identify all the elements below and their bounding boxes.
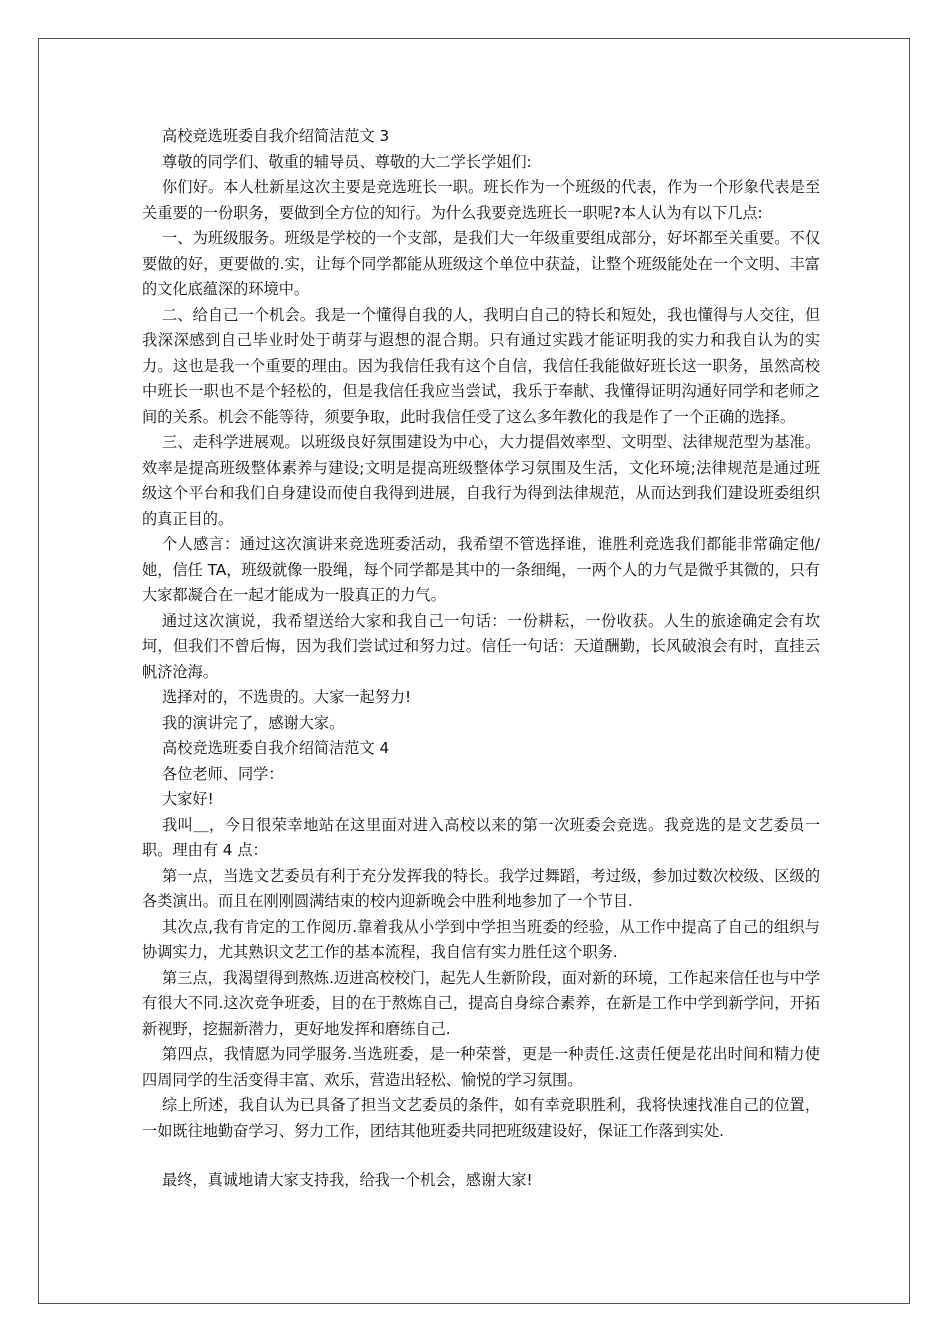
paragraph: 我叫＿，今日很荣幸地站在这里面对进入高校以来的第一次班委会竞选。我竞选的是文艺委员一职。理由有 4 点： xyxy=(142,815,820,859)
paragraph: 选择对的，不选贵的。大家一起努力! xyxy=(162,688,412,706)
section-title-4: 高校竞选班委自我介绍简洁范文 4 xyxy=(162,739,390,757)
section-title-3: 高校竞选班委自我介绍简洁范文 3 xyxy=(162,127,390,145)
paragraph: 三、走科学进展观。以班级良好氛围建设为中心，大力提倡效率型、文明型、法律规范型为基准。效率是提高班级整体素养与建设;文明是提高班级整体学习氛围及生活，文化环境;法律规范是通过班级这个平台和我们自身建设而使自我得到进展，自我行为得到法律规范，从而达到我们建设班委组织的真正目的。 xyxy=(142,433,820,528)
spacer xyxy=(142,1144,820,1168)
paragraph: 个人感言：通过这次演讲来竞选班委活动，我希望不管选择谁，谁胜利竞选我们都能非常确定他/她，信任 TA，班级就像一股绳，每个同学都是其中的一条细绳，一两个人的力气是微乎其微的，只有大家都凝合在一起才能成为一股真正的力气。 xyxy=(142,535,820,604)
salutation: 各位老师、同学： xyxy=(162,764,284,783)
paragraph: 第三点，我渴望得到熬炼.迈进高校校门，起先人生新阶段，面对新的环境，工作起来信任也与中学有很大不同.这次竞争班委，目的在于熬炼自己，提高自身综合素养，在新是工作中学到新学问，开拓新视野，挖掘新潜力，更好地发挥和磨练自己. xyxy=(142,968,820,1038)
paragraph: 你们好。本人杜新星这次主要是竞选班长一职。班长作为一个班级的代表，作为一个形象代表是至关重要的一份职务，要做到全方位的知行。为什么我要竞选班长一职呢?本人认为有以下几点: xyxy=(142,178,820,222)
closing-paragraph: 最终，真诚地请大家支持我，给我一个机会，感谢大家! xyxy=(162,1171,533,1189)
greeting: 大家好! xyxy=(162,790,214,808)
paragraph: 二、给自己一个机会。我是一个懂得自我的人，我明白自己的特长和短处，我也懂得与人交往，但我深深感到自己毕业时处于萌芽与遐想的混合期。只有通过实践才能证明我的实力和我自认为的实力。这也是我一个重要的理由。因为我信任我有这个自信，我信任我能做好班长这一职务，虽然高校中班长一职也不是个轻松的，但是我信任我应当尝试，我乐于奉献、我懂得证明沟通好同学和老师之间的关系。机会不能等待，须要争取，此时我信任受了这么多年教化的我是作了一个正确的选择。 xyxy=(142,305,820,426)
salutation: 尊敬的同学们、敬重的辅导员、尊敬的大二学长学姐们: xyxy=(162,152,532,171)
paragraph: 综上所述，我自认为已具备了担当文艺委员的条件，如有幸竞职胜利，我将快速找准自己的位置，一如既往地勤奋学习、努力工作，团结其他班委共同把班级建设好，保证工作落到实处. xyxy=(142,1096,820,1140)
document-body xyxy=(142,124,820,1194)
paragraph: 一、为班级服务。班级是学校的一个支部，是我们大一年级重要组成部分，好坏都至关重要。不仅要做的好，更要做的.实，让每个同学都能从班级这个单位中获益，让整个班级能处在一个文明、丰富的文化底蕴深的环境中。 xyxy=(142,229,820,298)
paragraph: 第一点，当选文艺委员有利于充分发挥我的特长。我学过舞蹈，考过级，参加过数次校级、区级的各类演出。而且在刚刚圆满结束的校内迎新晚会中胜利地参加了一个节目. xyxy=(142,866,820,910)
paragraph: 第四点，我情愿为同学服务.当选班委，是一种荣誉，更是一种责任.这责任便是花出时间和精力使四周同学的生活变得丰富、欢乐，营造出轻松、愉悦的学习氛围。 xyxy=(142,1045,820,1089)
paragraph: 其次点,我有肯定的工作阅历.靠着我从小学到中学担当班委的经验，从工作中提高了自己的组织与协调实力，尤其熟识文艺工作的基本流程，我自信有实力胜任这个职务. xyxy=(142,917,820,961)
paragraph: 通过这次演说，我希望送给大家和我自己一句话：一份耕耘，一份收获。人生的旅途确定会有坎坷，但我们不曾后悔，因为我们尝试过和努力过。信任一句话：天道酬勤，长风破浪会有时，直挂云帆济沧海。 xyxy=(142,611,820,681)
paragraph: 我的演讲完了，感谢大家。 xyxy=(162,713,345,732)
